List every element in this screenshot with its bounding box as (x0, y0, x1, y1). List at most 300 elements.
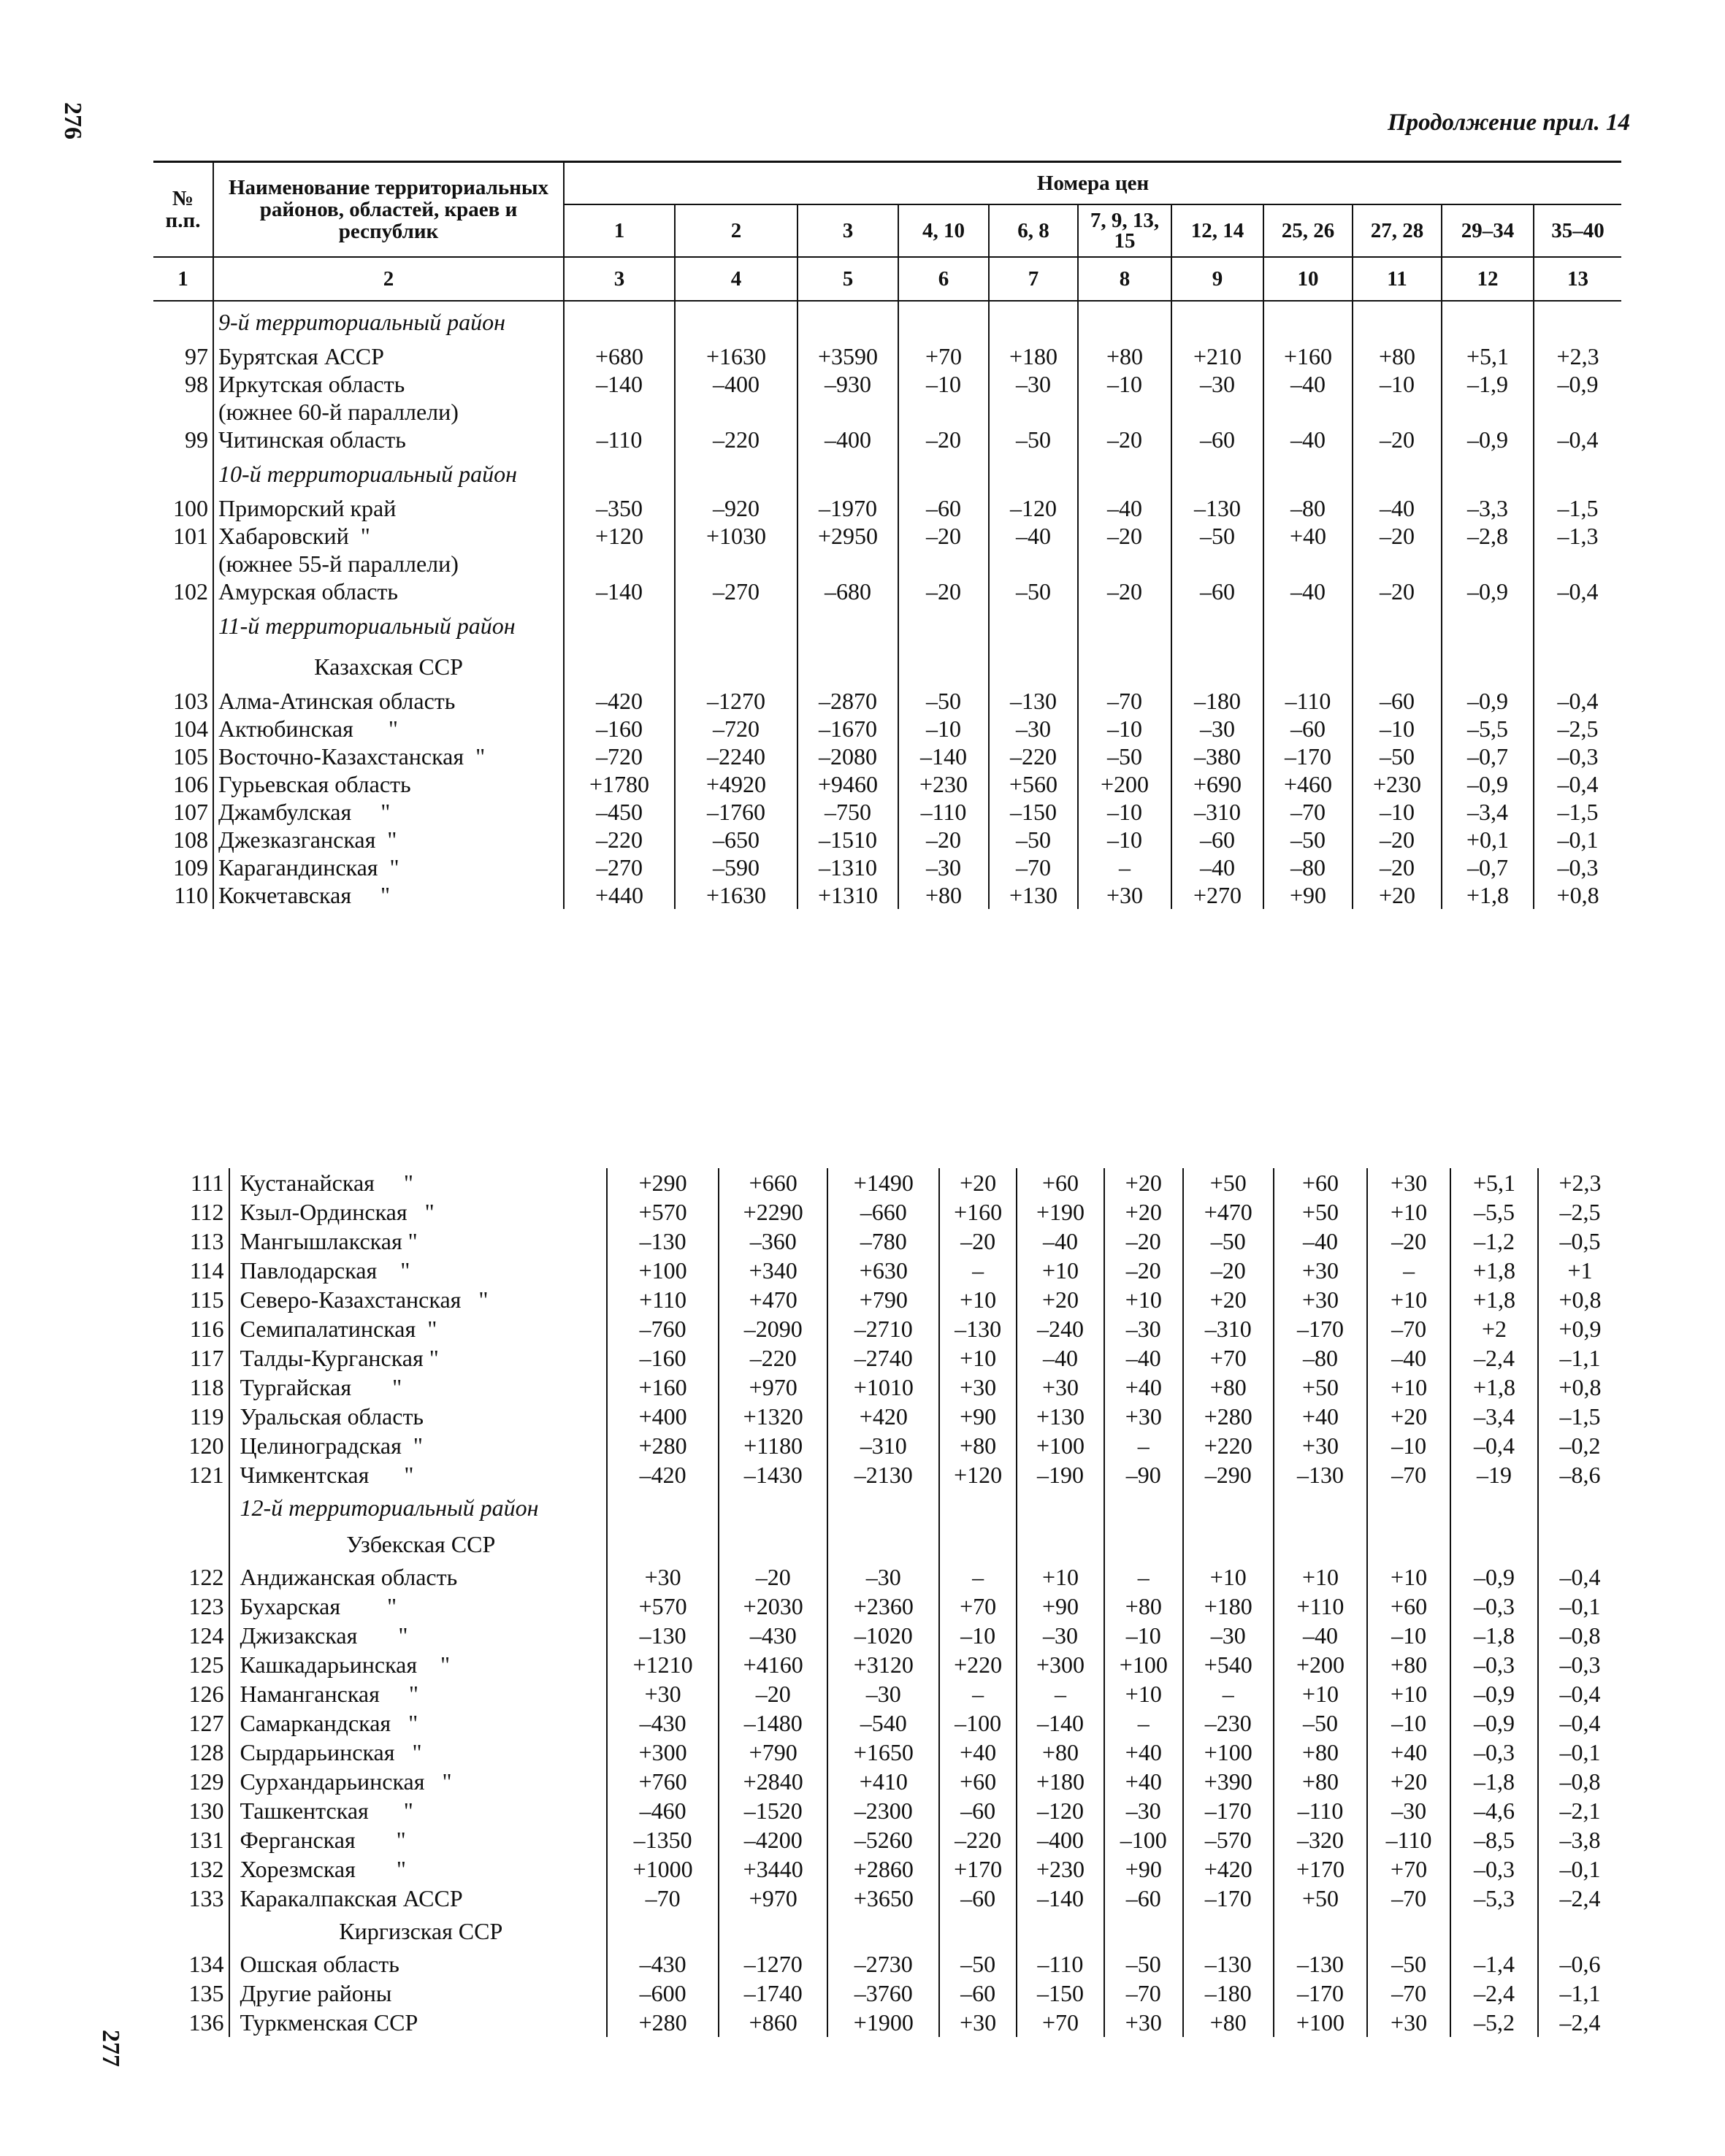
price-cell: +390 (1183, 1767, 1274, 1796)
price-cell: +2030 (719, 1592, 827, 1621)
price-cell: +470 (1183, 1197, 1274, 1227)
price-cell: –40 (1104, 1343, 1183, 1373)
price-cell: +420 (1183, 1854, 1274, 1884)
price-cell: –40 (989, 522, 1078, 550)
price-cell: +1010 (827, 1373, 939, 1402)
price-cell: –30 (1183, 1621, 1274, 1650)
price-cell: –10 (1353, 798, 1442, 826)
price-cell: –930 (798, 370, 898, 398)
region-name: Туркменская ССР (229, 2008, 608, 2037)
price-cell: –20 (1078, 426, 1171, 453)
price-cell: –40 (1367, 1343, 1450, 1373)
region-name: Хабаровский " (213, 522, 564, 550)
price-cell: –0,3 (1538, 1650, 1621, 1679)
empty-cell (1263, 605, 1353, 646)
price-cell: –350 (564, 494, 675, 522)
price-cell: –90 (1104, 1460, 1183, 1489)
price-cell: +2360 (827, 1592, 939, 1621)
empty-cell (1171, 646, 1263, 687)
price-cell: –130 (989, 687, 1078, 715)
region-name-continuation: (южнее 55-й параллели) (213, 550, 564, 578)
price-cell: +1030 (675, 522, 798, 550)
price-cell: +80 (1367, 1650, 1450, 1679)
empty-cell (1104, 1489, 1183, 1526)
empty-cell (1353, 453, 1442, 494)
price-cell: –240 (1017, 1314, 1104, 1343)
empty-cell (1353, 550, 1442, 578)
empty-cell (798, 550, 898, 578)
header-price-col: 6, 8 (989, 204, 1078, 257)
price-cell: –20 (1078, 578, 1171, 605)
price-cell: –100 (1104, 1825, 1183, 1854)
price-cell: –2130 (827, 1460, 939, 1489)
empty-cell (1274, 1489, 1367, 1526)
empty-cell (1183, 1489, 1274, 1526)
price-cell: –0,7 (1442, 853, 1534, 881)
empty-cell (827, 1913, 939, 1949)
price-cell: +410 (827, 1767, 939, 1796)
row-number: 111 (190, 1170, 224, 1196)
price-cell: –1270 (719, 1949, 827, 1979)
region-name: Чимкентская " (229, 1460, 608, 1489)
region-name: Карагандинская " (213, 853, 564, 881)
section-heading-row (153, 646, 1621, 687)
table-row (153, 370, 1621, 398)
price-cell: –720 (564, 743, 675, 770)
price-cell: –50 (989, 826, 1078, 853)
price-cell: +560 (989, 770, 1078, 798)
row-number: 122 (188, 1564, 224, 1590)
empty-cell (1353, 605, 1442, 646)
empty-cell (1274, 1526, 1367, 1562)
price-cell: +60 (939, 1767, 1017, 1796)
price-cell: –290 (1183, 1460, 1274, 1489)
price-cell: –2,5 (1534, 715, 1621, 743)
row-number-empty (153, 1913, 229, 1949)
price-cell: +230 (1017, 1854, 1104, 1884)
price-cell: +10 (1367, 1285, 1450, 1314)
price-cell: +100 (1274, 2008, 1367, 2037)
empty-cell (1078, 398, 1171, 426)
table-row (153, 1650, 1621, 1679)
price-cell: –2,4 (1538, 1884, 1621, 1913)
header-index: 2 (213, 257, 564, 301)
price-cell: +20 (1104, 1168, 1183, 1197)
price-cell: –140 (564, 370, 675, 398)
price-cell: –19 (1450, 1460, 1538, 1489)
price-cell: +90 (1104, 1854, 1183, 1884)
price-cell: –30 (898, 853, 989, 881)
price-cell: +10 (1274, 1679, 1367, 1708)
empty-cell (1171, 398, 1263, 426)
price-cell: +220 (939, 1650, 1017, 1679)
price-cell: +80 (1078, 342, 1171, 370)
price-cell: –3,4 (1450, 1402, 1538, 1431)
region-name: Самаркандская " (229, 1708, 608, 1738)
region-name: Андижанская область (229, 1562, 608, 1592)
price-cell: +300 (607, 1738, 719, 1767)
price-cell: –40 (1017, 1343, 1104, 1373)
region-name: Сырдарьинская " (229, 1738, 608, 1767)
price-cell: –8,5 (1450, 1825, 1538, 1854)
price-cell: –0,3 (1450, 1738, 1538, 1767)
empty-cell (989, 646, 1078, 687)
price-cell: +5,1 (1442, 342, 1534, 370)
row-number-empty (153, 453, 213, 494)
price-cell: –3,3 (1442, 494, 1534, 522)
price-cell: – (1078, 853, 1171, 881)
price-cell: +2 (1450, 1314, 1538, 1343)
price-cell: +300 (1017, 1650, 1104, 1679)
price-cell: +30 (1078, 881, 1171, 909)
price-cell: –50 (1274, 1708, 1367, 1738)
header-number: № п.п. (153, 162, 213, 258)
price-cell: –50 (1353, 743, 1442, 770)
price-cell: +110 (607, 1285, 719, 1314)
header-index: 10 (1263, 257, 1353, 301)
row-number: 108 (173, 826, 208, 853)
price-cell: +400 (607, 1402, 719, 1431)
price-cell: +10 (1017, 1256, 1104, 1285)
price-cell: +3440 (719, 1854, 827, 1884)
price-cell: –50 (898, 687, 989, 715)
price-cell: –140 (898, 743, 989, 770)
price-cell: +210 (1171, 342, 1263, 370)
price-cell: +30 (1017, 1373, 1104, 1402)
price-cell: +10 (1104, 1679, 1183, 1708)
price-cell: –70 (1367, 1460, 1450, 1489)
price-cell: –30 (989, 370, 1078, 398)
price-cell: +20 (939, 1168, 1017, 1197)
price-cell: +470 (719, 1285, 827, 1314)
price-cell: –0,4 (1450, 1431, 1538, 1460)
price-cell: –60 (898, 494, 989, 522)
row-number-empty (153, 1489, 229, 1526)
price-cell: +10 (1367, 1679, 1450, 1708)
row-number: 135 (188, 1980, 224, 2006)
empty-cell (1263, 398, 1353, 426)
empty-cell (1078, 550, 1171, 578)
empty-cell (1534, 550, 1621, 578)
price-cell: +2,3 (1534, 342, 1621, 370)
empty-cell (1442, 605, 1534, 646)
price-cell: –0,4 (1534, 687, 1621, 715)
section-heading-row (153, 453, 1621, 494)
empty-cell (939, 1489, 1017, 1526)
price-cell: –30 (827, 1562, 939, 1592)
row-number-empty (153, 301, 213, 342)
price-cell: +40 (1104, 1373, 1183, 1402)
price-cell: –10 (898, 370, 989, 398)
price-cell: –0,8 (1538, 1767, 1621, 1796)
continuation-caption: Продолжение прил. 14 (1387, 110, 1630, 136)
table-row (153, 1197, 1621, 1227)
row-number: 98 (185, 371, 208, 397)
empty-cell (1534, 301, 1621, 342)
row-number: 126 (188, 1681, 224, 1707)
row-number: 118 (189, 1374, 224, 1400)
price-cell: –3,8 (1538, 1825, 1621, 1854)
table-row-continuation (153, 398, 1621, 426)
empty-cell (1104, 1913, 1183, 1949)
price-cell: –190 (1017, 1460, 1104, 1489)
price-cell: – (939, 1562, 1017, 1592)
price-cell: +0,1 (1442, 826, 1534, 853)
row-number-empty (153, 605, 213, 646)
price-cell: +20 (1017, 1285, 1104, 1314)
table-row (153, 1431, 1621, 1460)
section-heading-row (153, 1526, 1621, 1562)
price-cell: –40 (1274, 1621, 1367, 1650)
price-cell: –120 (989, 494, 1078, 522)
empty-cell (1442, 453, 1534, 494)
price-cell: –100 (939, 1708, 1017, 1738)
table-row (153, 1402, 1621, 1431)
empty-cell (1534, 605, 1621, 646)
empty-cell (1367, 1913, 1450, 1949)
price-cell: –130 (1171, 494, 1263, 522)
empty-cell (939, 1913, 1017, 1949)
price-cell: +10 (1274, 1562, 1367, 1592)
region-name: Ферганская " (229, 1825, 608, 1854)
price-cell: +2860 (827, 1854, 939, 1884)
price-cell: –0,2 (1538, 1431, 1621, 1460)
table-row (153, 743, 1621, 770)
region-name: Ошская область (229, 1949, 608, 1979)
price-cell: –40 (1171, 853, 1263, 881)
page-number-top: 276 (59, 102, 86, 139)
price-cell: –70 (1367, 1979, 1450, 2008)
price-cell: –760 (607, 1314, 719, 1343)
price-cell: –130 (607, 1227, 719, 1256)
price-cell: +1,8 (1442, 881, 1534, 909)
empty-cell (939, 1526, 1017, 1562)
price-cell: –0,4 (1538, 1708, 1621, 1738)
price-cell: –40 (1353, 494, 1442, 522)
section-heading: 9-й территориальный район (213, 301, 564, 342)
price-cell: –110 (1367, 1825, 1450, 1854)
price-cell: +1,8 (1450, 1373, 1538, 1402)
empty-cell (1078, 301, 1171, 342)
empty-cell (1442, 398, 1534, 426)
price-cell: –1310 (798, 853, 898, 881)
region-name: Бухарская " (229, 1592, 608, 1621)
price-cell: +130 (1017, 1402, 1104, 1431)
empty-cell (1263, 550, 1353, 578)
empty-cell (564, 550, 675, 578)
price-cell: +60 (1017, 1168, 1104, 1197)
price-cell: –20 (1183, 1256, 1274, 1285)
section-heading: 12-й территориальный район (229, 1489, 608, 1526)
empty-cell (898, 605, 989, 646)
table-row (153, 1460, 1621, 1489)
region-name: Павлодарская " (229, 1256, 608, 1285)
price-cell: +3590 (798, 342, 898, 370)
price-cell: –1670 (798, 715, 898, 743)
header-price-col: 12, 14 (1171, 204, 1263, 257)
price-cell: –4,6 (1450, 1796, 1538, 1825)
price-cell: +10 (939, 1343, 1017, 1373)
price-cell: –1,5 (1534, 798, 1621, 826)
price-cell: – (1104, 1562, 1183, 1592)
price-cell: –30 (827, 1679, 939, 1708)
price-cell: –270 (564, 853, 675, 881)
price-cell: –1740 (719, 1979, 827, 2008)
table-row (153, 1825, 1621, 1854)
price-cell: +290 (607, 1168, 719, 1197)
price-cell: –5,5 (1450, 1197, 1538, 1227)
price-cell: –0,1 (1534, 826, 1621, 853)
price-cell: –170 (1263, 743, 1353, 770)
row-number: 115 (189, 1286, 224, 1313)
price-cell: +20 (1104, 1197, 1183, 1227)
price-cell: –40 (1263, 578, 1353, 605)
empty-cell (1017, 1913, 1104, 1949)
price-cell: –50 (1104, 1949, 1183, 1979)
price-cell: +180 (989, 342, 1078, 370)
price-cell: –450 (564, 798, 675, 826)
price-cell: +1,8 (1450, 1285, 1538, 1314)
section-heading-row (153, 301, 1621, 342)
price-cell: –2710 (827, 1314, 939, 1343)
price-table-part-2 (153, 1168, 1621, 2037)
empty-cell (607, 1913, 719, 1949)
empty-cell (675, 398, 798, 426)
price-cell: –140 (1017, 1884, 1104, 1913)
header-index: 8 (1078, 257, 1171, 301)
price-cell: –130 (939, 1314, 1017, 1343)
price-cell: –430 (719, 1621, 827, 1650)
price-cell: –0,4 (1534, 770, 1621, 798)
header-name: Наименование территориальных районов, областей, краев и республик (213, 162, 564, 258)
price-cell: +4920 (675, 770, 798, 798)
price-cell: –20 (1353, 826, 1442, 853)
region-name: Кустанайская " (229, 1168, 608, 1197)
row-number: 112 (189, 1199, 224, 1225)
price-cell: –70 (607, 1884, 719, 1913)
price-cell: –2740 (827, 1343, 939, 1373)
price-cell: +50 (1274, 1884, 1367, 1913)
price-cell: +30 (607, 1679, 719, 1708)
price-cell: +200 (1274, 1650, 1367, 1679)
price-cell: –50 (939, 1949, 1017, 1979)
empty-cell (564, 453, 675, 494)
price-cell: –10 (1367, 1431, 1450, 1460)
table-row (153, 715, 1621, 743)
table-row (153, 687, 1621, 715)
price-cell: +40 (1104, 1738, 1183, 1767)
price-cell: +120 (939, 1460, 1017, 1489)
empty-cell (1534, 646, 1621, 687)
price-cell: +50 (1274, 1197, 1367, 1227)
price-cell: –40 (1274, 1227, 1367, 1256)
price-cell: –20 (1078, 522, 1171, 550)
price-cell: –130 (607, 1621, 719, 1650)
price-cell: +190 (1017, 1197, 1104, 1227)
price-cell: +170 (939, 1854, 1017, 1884)
price-cell: +80 (1274, 1738, 1367, 1767)
row-number: 121 (188, 1462, 224, 1488)
empty-cell (1538, 1526, 1621, 1562)
price-cell: +80 (1183, 2008, 1274, 2037)
price-cell: +10 (1367, 1197, 1450, 1227)
empty-cell (798, 301, 898, 342)
region-name: Семипалатинская " (229, 1314, 608, 1343)
price-cell: –400 (675, 370, 798, 398)
price-cell: –20 (1353, 578, 1442, 605)
price-cell: –4200 (719, 1825, 827, 1854)
empty-cell (1367, 1526, 1450, 1562)
empty-cell (607, 1526, 719, 1562)
region-name: Кзыл-Ординская " (229, 1197, 608, 1227)
price-cell: +20 (1183, 1285, 1274, 1314)
table-row (153, 1738, 1621, 1767)
price-cell: –20 (1104, 1256, 1183, 1285)
price-cell: +30 (1274, 1431, 1367, 1460)
price-cell: –110 (564, 426, 675, 453)
price-cell: +460 (1263, 770, 1353, 798)
row-number: 131 (188, 1827, 224, 1853)
price-cell: –80 (1263, 853, 1353, 881)
price-cell: +10 (1183, 1562, 1274, 1592)
table-row (153, 426, 1621, 453)
price-cell: –0,9 (1450, 1679, 1538, 1708)
row-number: 129 (188, 1768, 224, 1795)
region-name: Наманганская " (229, 1679, 608, 1708)
price-cell: –2080 (798, 743, 898, 770)
price-cell: –60 (939, 1884, 1017, 1913)
price-cell: –80 (1263, 494, 1353, 522)
price-cell: –1480 (719, 1708, 827, 1738)
header-price-col: 27, 28 (1353, 204, 1442, 257)
page-number-bottom: 277 (97, 2030, 124, 2067)
price-cell: +10 (1017, 1562, 1104, 1592)
table-row (153, 1168, 1621, 1197)
price-cell: –0,1 (1538, 1592, 1621, 1621)
price-cell: +0,8 (1534, 881, 1621, 909)
price-cell: –1,9 (1442, 370, 1534, 398)
price-cell: +90 (1263, 881, 1353, 909)
price-cell: –380 (1171, 743, 1263, 770)
price-cell: –30 (1104, 1314, 1183, 1343)
price-cell: –0,1 (1538, 1854, 1621, 1884)
price-cell: +80 (1274, 1767, 1367, 1796)
empty-cell (1353, 398, 1442, 426)
empty-cell (798, 398, 898, 426)
empty-cell (1183, 1913, 1274, 1949)
price-cell: –30 (1171, 370, 1263, 398)
empty-cell (989, 550, 1078, 578)
price-cell: –60 (1104, 1884, 1183, 1913)
price-cell: –310 (1171, 798, 1263, 826)
price-cell: +2,3 (1538, 1168, 1621, 1197)
empty-cell (827, 1526, 939, 1562)
price-cell: –2,4 (1450, 1343, 1538, 1373)
table-row (153, 1256, 1621, 1285)
price-cell: –430 (607, 1708, 719, 1738)
price-cell: +1650 (827, 1738, 939, 1767)
price-cell: –5,5 (1442, 715, 1534, 743)
price-cell: –20 (719, 1679, 827, 1708)
empty-cell (675, 550, 798, 578)
price-cell: –50 (1171, 522, 1263, 550)
price-cell: –20 (898, 522, 989, 550)
table-row (153, 1679, 1621, 1708)
table-row (153, 1343, 1621, 1373)
row-number: 114 (189, 1257, 224, 1284)
region-name: Иркутская область (213, 370, 564, 398)
empty-cell (1450, 1913, 1538, 1949)
